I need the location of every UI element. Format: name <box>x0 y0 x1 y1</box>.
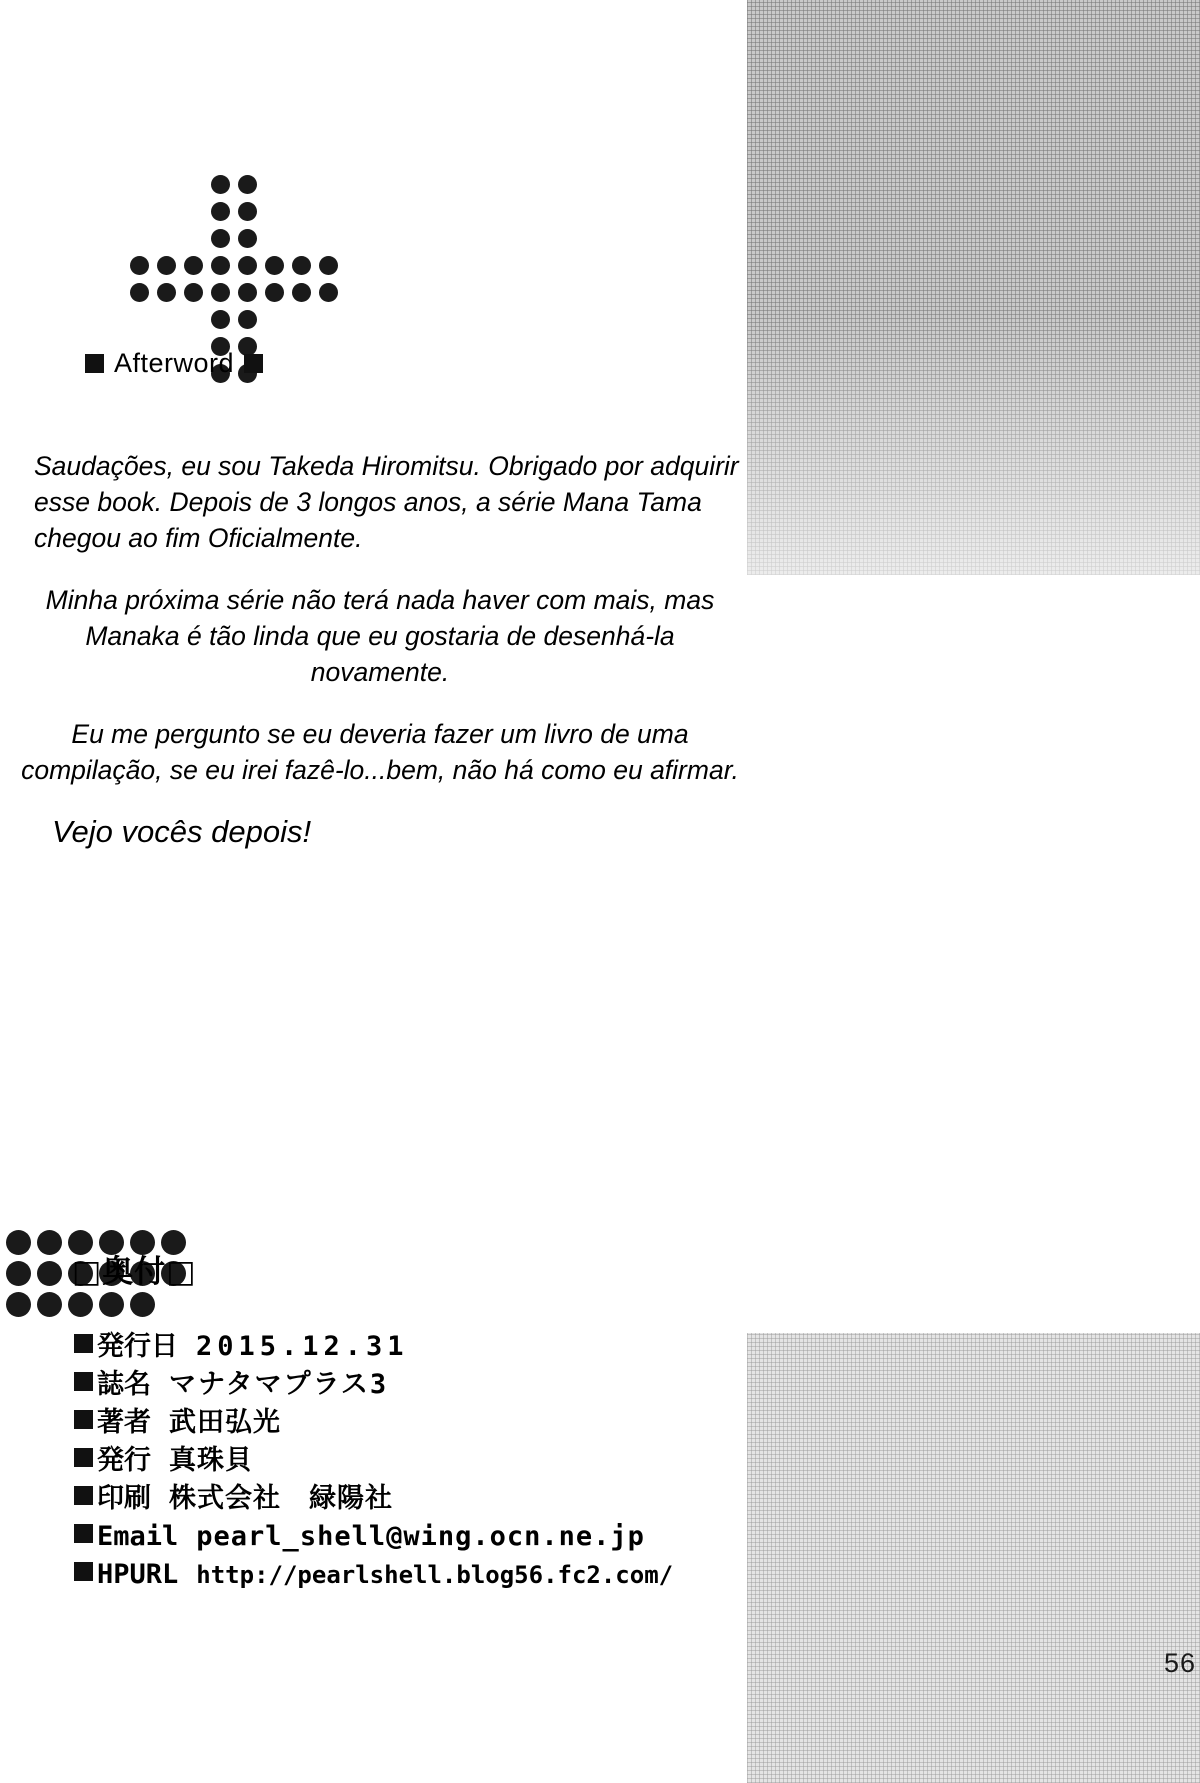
colophon-row <box>74 1556 673 1594</box>
colophon-row-value: マナタマプラス3 <box>169 1369 389 1400</box>
colophon-row <box>74 1404 673 1442</box>
black-square-bullet-icon-2 <box>244 354 263 373</box>
colophon-row-value[interactable]: http://pearlshell.blog56.fc2.com/ <box>196 1561 674 1589</box>
colophon-heading: □奥付□ <box>72 1254 197 1290</box>
page-number: 56 <box>1163 1648 1196 1678</box>
afterword-paragraph-2: Minha próxima série não terá nada haver com mais, mas Manaka é tão linda que eu gostaria de desenhá-la novamente. <box>45 585 715 687</box>
colophon-row <box>74 1518 673 1556</box>
colophon-row <box>74 1366 673 1404</box>
black-square-bullet-icon <box>74 1524 93 1543</box>
black-square-bullet-icon <box>74 1410 93 1429</box>
colophon-row-value: 2015.12.31 <box>196 1331 409 1362</box>
halftone-panel-top <box>747 0 1200 575</box>
black-square-bullet-icon <box>85 354 104 373</box>
dotted-plus-ornament-icon <box>130 175 450 415</box>
colophon-list <box>74 1328 673 1594</box>
colophon-row-value: 真珠貝 <box>169 1445 253 1476</box>
afterword-paragraph-1: Saudações, eu sou Takeda Hiromitsu. Obrigado por adquirir esse book. Depois de 3 longos anos, a série Mana Tama chegou ao fim Oficialmente. <box>34 451 739 553</box>
colophon-row <box>74 1442 673 1480</box>
afterword-heading-label: Afterword <box>114 348 235 378</box>
colophon-row-value: 武田弘光 <box>169 1407 281 1438</box>
black-square-bullet-icon <box>74 1334 93 1353</box>
colophon-row-value[interactable]: pearl_shell@wing.ocn.ne.jp <box>196 1521 645 1552</box>
afterword-paragraph-4: Vejo vocês depois! <box>52 814 312 849</box>
colophon-row-key: Email <box>97 1521 179 1552</box>
colophon-row <box>74 1328 673 1366</box>
black-square-bullet-icon <box>74 1372 93 1391</box>
colophon-row-key: 誌名 <box>97 1369 151 1400</box>
black-square-bullet-icon <box>74 1562 93 1581</box>
afterword-paragraph-3: Eu me pergunto se eu deveria fazer um livro de uma compilação, se eu irei fazê-lo...bem, não há como eu afirmar. <box>21 719 739 785</box>
black-square-bullet-icon <box>74 1448 93 1467</box>
colophon-row-key: HPURL <box>97 1559 179 1590</box>
colophon-row-value: 株式会社 緑陽社 <box>169 1483 393 1514</box>
colophon-row <box>74 1480 673 1518</box>
afterword-heading <box>85 348 263 379</box>
colophon-row-key: 発行 <box>97 1445 151 1476</box>
colophon-row-key: 発行日 <box>97 1331 178 1362</box>
colophon-row-key: 印刷 <box>97 1483 151 1514</box>
colophon-row-key: 著者 <box>97 1407 151 1438</box>
black-square-bullet-icon <box>74 1486 93 1505</box>
afterword-body <box>0 448 760 876</box>
halftone-panel-bottom <box>747 1333 1200 1783</box>
